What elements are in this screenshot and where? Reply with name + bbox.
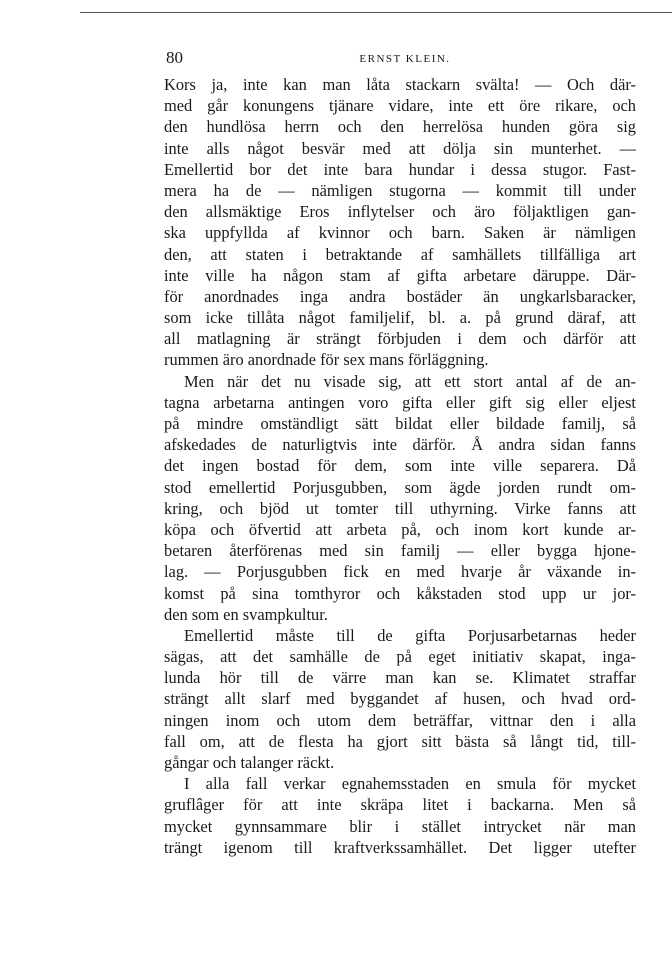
text-line: Emellertid bor det inte bara hundar i dessa stugor. Fast- bbox=[164, 159, 636, 179]
paragraph bbox=[164, 625, 636, 773]
text-line: gruflâger för att inte skräpa litet i backarna. Men så bbox=[164, 795, 636, 815]
text-line: stod emellertid Porjusgubben, som ägde jorden rundt om- bbox=[164, 477, 636, 497]
text-line: tagna arbetarna antingen voro gifta eller gift sig eller eljest bbox=[164, 392, 636, 412]
page-number: 80 bbox=[166, 48, 183, 67]
text-line: den, att staten i betraktande af samhällets tillfälliga art bbox=[164, 244, 636, 264]
page-header bbox=[164, 48, 636, 74]
text-line: betaren återförenas med sin familj — eller bygga hjone- bbox=[164, 541, 636, 561]
text-line: den allsmäktige Eros inflytelser och äro följaktligen gan- bbox=[164, 202, 636, 222]
text-line: inte alls något besvär med att dölja sin munterhet. — bbox=[164, 138, 636, 158]
text-line: på mindre omständligt sätt bildat eller bildade familj, så bbox=[164, 414, 636, 433]
text-line: ska uppfyllda af kvinnor och barn. Saken är nämligen bbox=[164, 223, 636, 243]
paragraph bbox=[164, 371, 636, 625]
text-line: sägas, att det samhälle de på eget initiativ skapat, inga- bbox=[164, 647, 636, 667]
text-line: gångar och talanger räckt. bbox=[164, 753, 335, 772]
text-line: den som en svampkultur. bbox=[164, 604, 328, 624]
text-line: köpa och öfvertid att arbeta på, och inom kort kunde ar- bbox=[164, 519, 636, 539]
text-line: trängt igenom till kraftverkssamhället. Det ligger utefter bbox=[164, 837, 636, 857]
text-line: mycket gynnsammare blir i stället intrycket när man bbox=[164, 816, 636, 836]
text-line: med går konungens tjänare vidare, inte ett öre rikare, och bbox=[164, 96, 636, 116]
top-rule bbox=[80, 12, 672, 13]
text-line: fall om, att de flesta ha gjort sitt bästa så långt tid, till- bbox=[164, 731, 636, 751]
text-line: afskedades de naturligtvis inte därför. Å andra sidan fanns bbox=[164, 435, 636, 455]
text-line: lunda hör till de värre man kan se. Klimatet straffar bbox=[164, 668, 636, 688]
text-line: Men när det nu visade sig, att ett stort antal af de an- bbox=[184, 371, 636, 391]
text-line: som icke tillåta något familjelif, bl. a. på grund däraf, att bbox=[164, 308, 636, 328]
running-head: ERNST KLEIN. bbox=[359, 53, 451, 65]
text-line: komst på sina tomthyror och kåkstaden stod upp ur jor- bbox=[164, 583, 636, 603]
text-line: strängt allt slarf med byggandet af husen, och hvad ord- bbox=[164, 689, 636, 709]
text-line: det ingen bostad för dem, som inte ville separera. Då bbox=[164, 456, 636, 476]
text-line: ningen inom och utom dem beträffar, vittnar den i alla bbox=[164, 710, 636, 730]
text-line: I alla fall verkar egnahemsstaden en smula för mycket bbox=[184, 774, 636, 794]
text-line: inte ville ha någon stam af gifta arbetare däruppe. Där- bbox=[164, 265, 636, 285]
paragraph bbox=[164, 773, 636, 858]
text-line: för anordnades inga andra bostäder än ungkarlsbaracker, bbox=[164, 286, 636, 306]
book-page bbox=[164, 48, 636, 858]
text-line: den hundlösa herrn och den herrelösa hunden göra sig bbox=[164, 117, 636, 137]
text-line: mera ha de — nämligen stugorna — kommit till under bbox=[164, 180, 636, 200]
text-line: Kors ja, inte kan man låta stackarn svälta! — Och där- bbox=[164, 75, 636, 94]
text-line: lag. — Porjusgubben fick en med hvarje år växande in- bbox=[164, 562, 636, 582]
text-line: rummen äro anordnade för sex mans förläggning. bbox=[164, 350, 489, 370]
paragraph bbox=[164, 74, 636, 371]
text-line: all matlagning är strängt förbjuden i dem och därför att bbox=[164, 329, 636, 349]
text-line: Emellertid måste till de gifta Porjusarbetarnas heder bbox=[184, 625, 636, 645]
text-line: kring, och bjöd ut tomter till uthyrning. Virke fanns att bbox=[164, 498, 636, 518]
